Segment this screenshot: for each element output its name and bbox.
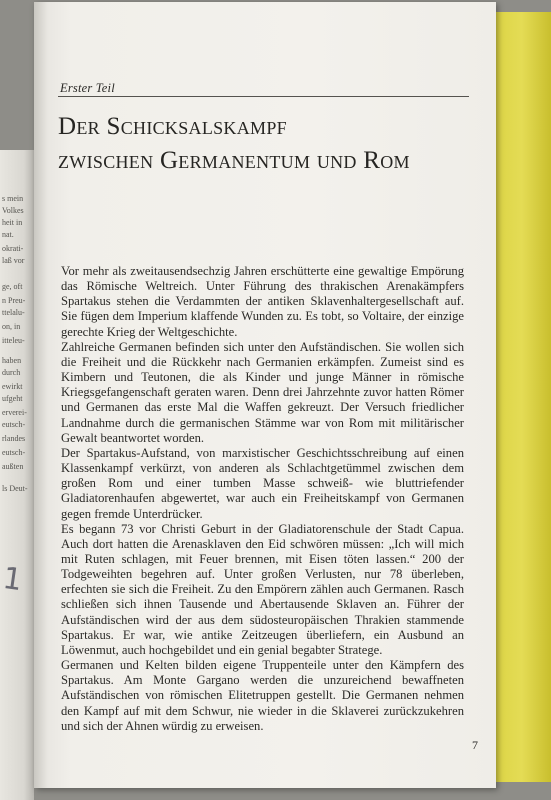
left-page-fragment: haben (2, 356, 22, 365)
book-page (34, 2, 496, 788)
left-page-fragment: ttelalu- (2, 308, 25, 317)
header-rule (58, 96, 469, 97)
page-number: 7 (472, 738, 478, 752)
left-page-fragment: ufgeht (2, 394, 23, 403)
paragraph: Vor mehr als zweitausendsechzig Jahren erschütterte eine gewaltige Empörung das Römische Weltreich. Unter Führung des thrakischen Arenakämpfers Spartakus stehen die Verdammten der antiken Sklavenhaltergesellschaft auf. Sie fügen dem Imperium klaffende Wunden zu. Es tobt, so Voltaire, der einzige gerechte Krieg der Weltgeschichte. (61, 264, 464, 339)
left-page-edge (0, 150, 34, 800)
left-page-fragment: erverei- (2, 408, 27, 417)
left-page-fragment: okrati- (2, 244, 24, 253)
left-page-fragment: itteleu- (2, 336, 25, 345)
left-page-fragment: eutsch- (2, 448, 26, 457)
left-page-fragment: außten (2, 462, 24, 471)
handwritten-mark: 1 (0, 560, 25, 599)
left-page-fragment: ge, oft (2, 282, 23, 291)
left-page-fragment: laß vor (2, 256, 25, 265)
paragraph: Der Spartakus-Aufstand, von marxistischer Geschichtsschreibung auf einen Klassenkampf verkürzt, von anderen als Schlachtgetümmel zwischen dem großen Rom und einer tumben Masse schweiß- wie bluttriefender Gladiatorenhaufen abgewertet, war auch ein Freiheitskampf von Germanen gegen fremde Unterdrücker. (61, 445, 464, 521)
chapter-title-line-2: zwischen Germanentum und Rom (58, 147, 410, 174)
left-page-fragment: Volkes (2, 206, 24, 215)
left-page-fragment: n Preu- (2, 296, 26, 305)
left-page-fragment: nat. (2, 230, 14, 239)
chapter-body (61, 264, 464, 734)
left-page-fragment: rlandes (2, 434, 26, 443)
part-label: Erster Teil (60, 81, 115, 95)
chapter-title-line-1: Der Schicksalskampf (58, 113, 287, 140)
left-page-fragment: eutsch- (2, 420, 26, 429)
paragraph: Es begann 73 vor Christi Geburt in der Gladiatorenschule der Stadt Capua. Auch dort hatten die Arenasklaven den Eid schwören müssen: „Ich will mich mit Ruten schlagen, mit Feuer brennen, mit Eisen töten lassen.“ 200 der Todgeweihten begehren auf. Unter großen Verlusten, nur 78 überleben, erfechten sie sich die Freiheit. Zu den Empörern zählen auch Germanen. Rasch schließen sich ihnen Tausende und Abertausende Sklaven an. Führer der Aufständischen wird der aus dem südosteuropäischen Thrakien stammende Spartakus. Er war, wie antike Zeitzeugen überliefern, ein Ausbund an Löwenmut, auch hochgebildet und ein genial begabter Stratege. (61, 521, 464, 657)
paragraph: Zahlreiche Germanen befinden sich unter den Aufständischen. Sie wollen sich die Freiheit und die Rückkehr nach Germanien erkämpfen. Zumeist sind es Kimbern und Teutonen, die als Kinder und junge Männer in römische Kriegsgefangenschaft geraten waren. Denn drei Jahrzehnte zuvor hatten Römer und Germanen das erste Mal die Waffen gekreuzt. Der Versuch friedlicher Landnahme durch die germanischen Stämme war von Rom mit militärischer Gewalt beantwortet worden. (61, 339, 464, 445)
left-page-fragment: ls Deut- (2, 484, 28, 493)
left-page-fragment: durch (2, 368, 21, 377)
left-page-fragment: heit in (2, 218, 23, 227)
chapter-title (58, 110, 478, 178)
paragraph: Germanen und Kelten bilden eigene Truppenteile unter den Kämpfern des Spartakus. Am Monte Gargano werden die unzureichend bewaffneten Aufständischen von römischen Elitetruppen gestellt. Die Germanen nehmen den Kampf auf mit dem Schwur, nie wieder in die Sklaverei zurückzukehren und sich der Ahnen würdig zu erweisen. (61, 658, 464, 733)
left-page-fragment: on, in (2, 322, 21, 331)
left-page-fragment: ewirkt (2, 382, 23, 391)
left-page-fragment: s mein (2, 194, 24, 203)
